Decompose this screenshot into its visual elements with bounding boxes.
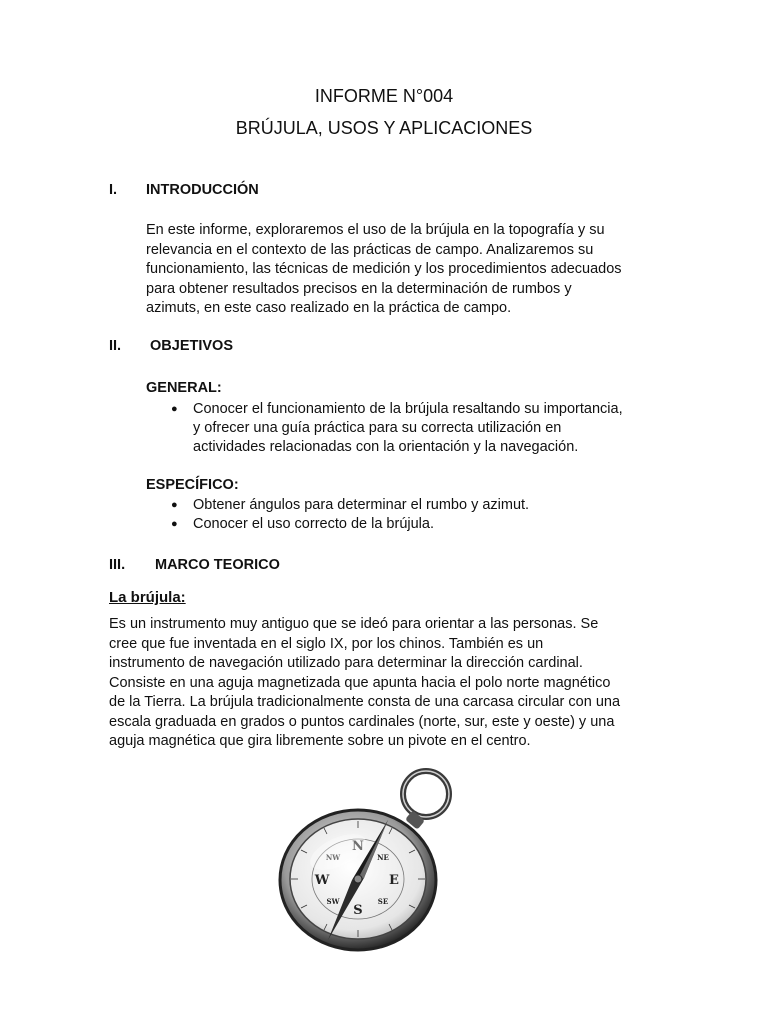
text-line: Conocer el funcionamiento de la brújula resaltando su importancia, [193, 401, 623, 417]
section-title: OBJETIVOS [150, 338, 233, 354]
south-letter: S [353, 903, 363, 918]
bullet-icon: ● [171, 403, 178, 415]
intro-paragraph [146, 221, 657, 319]
subheading-brujula: La brújula: [109, 589, 186, 606]
bullet-icon: ● [171, 499, 178, 511]
northwest-letters: NW [325, 853, 341, 862]
text-line: relevancia en el contexto de las prácticas de campo. Analizaremos su [146, 241, 594, 258]
section-title: MARCO TEORICO [155, 557, 280, 573]
east-letter: E [389, 873, 399, 888]
text-line: de la Tierra. La brújula tradicionalmente consta de una carcasa circular con una [109, 694, 621, 710]
list-item [171, 400, 663, 457]
text-line: En este informe, exploraremos el uso de la brújula en la topografía y su [146, 222, 605, 238]
theory-paragraph [109, 615, 657, 752]
needle-pivot [354, 875, 362, 883]
north-letter: N [352, 839, 364, 854]
text-line: Obtener ángulos para determinar el rumbo y azimut. [193, 497, 530, 513]
compass-image [276, 762, 466, 967]
section-title: INTRODUCCIÓN [146, 182, 259, 198]
text-line: Consiste en una aguja magnetizada que apunta hacia el polo norte magnético [109, 674, 611, 691]
section-number: I. [109, 182, 118, 198]
text-line: y ofrecer una guía práctica para su correcta utilización en [193, 420, 562, 436]
southwest-letters: SW [326, 897, 340, 906]
section-number: III. [109, 557, 126, 573]
general-label: GENERAL: [146, 380, 222, 396]
west-letter: W [314, 873, 330, 888]
text-line: aguja magnética que gira libremente sobre un pivote en el centro. [109, 733, 531, 749]
report-number: INFORME N°004 [314, 86, 454, 106]
bullet-icon: ● [171, 518, 178, 530]
text-line: Conocer el uso correcto de la brújula. [193, 516, 434, 532]
report-title: BRÚJULA, USOS Y APLICACIONES [235, 118, 533, 138]
specific-label: ESPECÍFICO: [146, 477, 239, 493]
text-line: instrumento de navegación utilizado para determinar la dirección cardinal. [109, 655, 583, 671]
text-line: para obtener resultados precisos en la determinación de rumbos y [146, 280, 572, 297]
text-line: actividades relacionadas con la orientación y la navegación. [193, 439, 579, 455]
list-item [171, 515, 663, 534]
northeast-letters: NE [377, 853, 389, 862]
southeast-letters: SE [377, 897, 389, 906]
text-line: azimuts, en este caso realizado en la práctica de campo. [146, 300, 512, 316]
list-item [171, 496, 663, 515]
text-line: funcionamiento, las técnicas de medición y los procedimientos adecuados [146, 261, 622, 277]
section-number: II. [109, 338, 122, 354]
text-line: escala graduada en grados o puntos cardinales (norte, sur, este y oeste) y una [109, 713, 615, 730]
text-line: cree que fue inventada en el siglo IX, por los chinos. También es un [109, 635, 544, 652]
text-line: Es un instrumento muy antiguo que se ideó para orientar a las personas. Se [109, 616, 599, 632]
